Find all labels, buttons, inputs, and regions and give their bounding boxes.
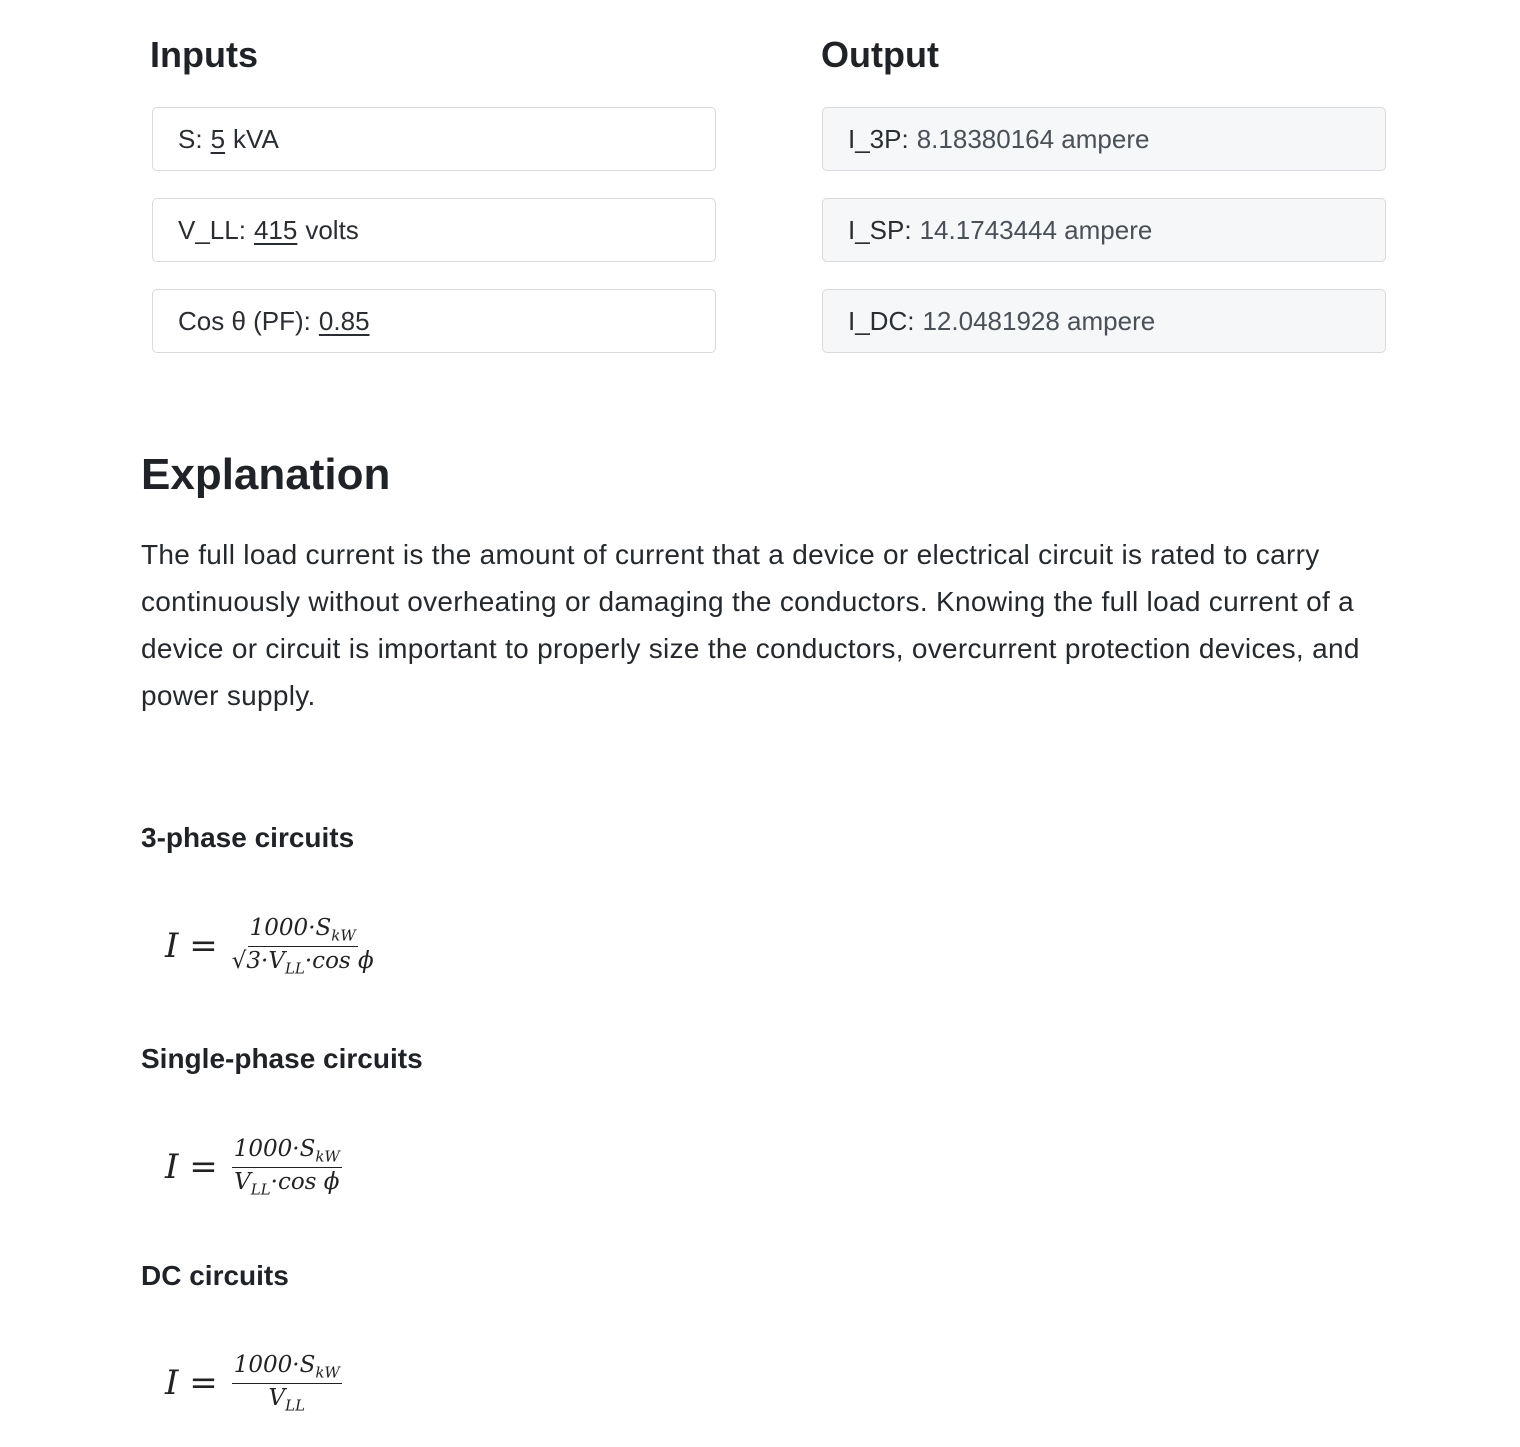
denominator: √3·V	[231, 947, 285, 974]
denominator-post: ·cos ϕ	[270, 1168, 340, 1195]
explanation-paragraph: The full load current is the amount of current that a device or electrical circuit is rated to carry continuously without overheating or damaging the conductors. Knowing the full load current of a device or circuit is important to properly size the conductors, overcurrent protection devices, and power supply.	[141, 539, 1360, 711]
denominator-sub: LL	[284, 959, 305, 978]
output-heading: Output	[821, 34, 939, 75]
numerator: 1000·S	[233, 1352, 316, 1378]
input-vll-field[interactable]	[152, 198, 716, 262]
field-label: S:	[178, 123, 203, 154]
formula-lhs: I =	[165, 926, 218, 967]
input-s-field[interactable]	[152, 107, 716, 171]
output-isp-field	[822, 198, 1386, 262]
isp-value: 14.1743444 ampere	[919, 214, 1153, 245]
numerator-sub: kW	[315, 1363, 340, 1382]
numerator-sub: kW	[331, 926, 356, 945]
formula-lhs: I =	[165, 1363, 218, 1404]
denominator: V	[268, 1384, 286, 1411]
formula-lhs: I =	[165, 1147, 218, 1188]
field-label: I_DC:	[848, 305, 915, 336]
output-idc-field	[822, 289, 1386, 353]
denominator-post: ·cos ϕ	[304, 947, 374, 974]
three-phase-formula	[165, 915, 374, 977]
field-unit: kVA	[233, 123, 279, 154]
inputs-heading: Inputs	[150, 34, 258, 75]
denominator-sub: LL	[285, 1396, 306, 1415]
field-unit: volts	[305, 214, 359, 245]
single-phase-formula	[165, 1136, 342, 1198]
numerator: 1000·S	[249, 915, 332, 941]
s-value[interactable]: 5	[210, 123, 226, 154]
vll-value[interactable]: 415	[253, 214, 298, 245]
numerator-sub: kW	[315, 1147, 340, 1166]
pf-value[interactable]: 0.85	[318, 305, 370, 336]
field-label: Cos θ (PF):	[178, 305, 311, 336]
dc-formula	[165, 1352, 342, 1414]
input-pf-field[interactable]	[152, 289, 716, 353]
denominator-sub: LL	[250, 1180, 271, 1199]
single-phase-heading: Single-phase circuits	[141, 1043, 423, 1074]
numerator: 1000·S	[233, 1136, 316, 1162]
dc-heading: DC circuits	[141, 1260, 289, 1291]
field-label: V_LL:	[178, 214, 246, 245]
output-i3p-field	[822, 107, 1386, 171]
field-label: I_3P:	[848, 123, 909, 154]
field-label: I_SP:	[848, 214, 912, 245]
idc-value: 12.0481928 ampere	[922, 305, 1156, 336]
explanation-heading: Explanation	[141, 450, 391, 499]
three-phase-heading: 3-phase circuits	[141, 822, 355, 853]
denominator: V	[234, 1168, 251, 1195]
i3p-value: 8.18380164 ampere	[916, 123, 1150, 154]
